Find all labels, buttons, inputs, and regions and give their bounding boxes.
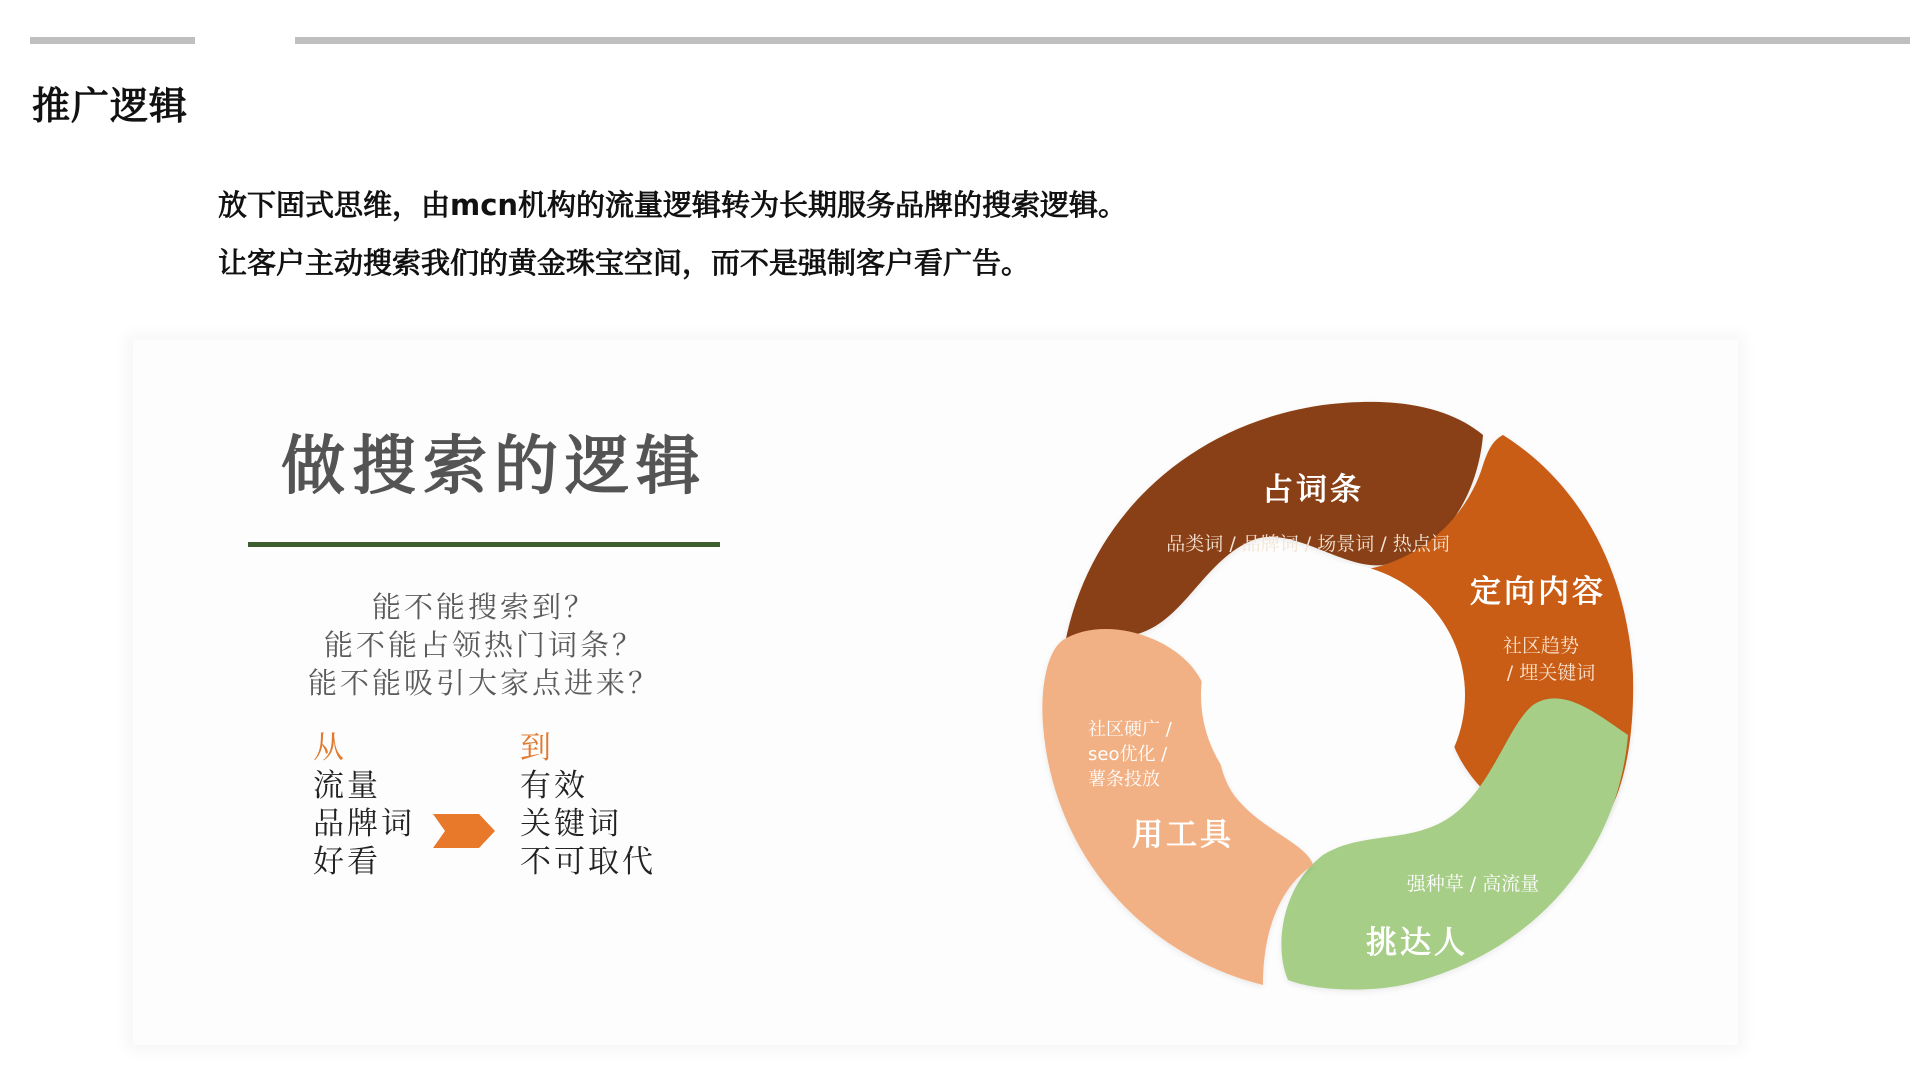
- segment-detail: 社区硬广 /: [1088, 719, 1172, 740]
- cycle-center: [1201, 563, 1465, 827]
- cycle-wheel: [1013, 375, 1653, 1015]
- to-item: 关键词: [520, 806, 622, 842]
- segment-detail: 强种草 / 高流量: [1406, 873, 1540, 895]
- segment-title: 挑达人: [1366, 925, 1468, 961]
- to-item: 不可取代: [520, 844, 656, 880]
- segment-title: 占词条: [1262, 472, 1364, 508]
- to-item: 有效: [520, 768, 588, 804]
- segment-detail: seo优化 /: [1088, 744, 1168, 765]
- figure-title-rule: [248, 542, 720, 547]
- to-heading: 到: [520, 730, 554, 766]
- from-item: 流量: [313, 768, 381, 804]
- question-line: 能不能占领热门词条？: [323, 628, 644, 662]
- header-rule-left: [30, 37, 195, 44]
- segment-detail: / 埋关键词: [1506, 662, 1596, 684]
- from-item: 好看: [313, 844, 381, 880]
- question-line: 能不能吸引大家点进来？: [307, 666, 660, 700]
- from-item: 品牌词: [313, 806, 415, 842]
- to-column: [520, 729, 656, 881]
- segment-title: 定向内容: [1470, 574, 1606, 610]
- segment-detail: 社区趋势: [1502, 635, 1580, 657]
- question-line: 能不能搜索到？: [371, 590, 596, 624]
- intro-line-1: 放下固式思维，由mcn机构的流量逻辑转为长期服务品牌的搜索逻辑。: [218, 188, 1128, 222]
- segment-title: 用工具: [1132, 817, 1234, 853]
- segment-detail: 薯条投放: [1088, 769, 1160, 790]
- header-rule-right: [295, 37, 1910, 44]
- from-column: [313, 729, 415, 881]
- segment-detail: 品类词 / 品牌词 / 场景词 / 热点词: [1166, 533, 1450, 555]
- from-heading: 从: [313, 730, 347, 766]
- chevron-right-icon: [433, 814, 495, 848]
- intro-line-2: 让客户主动搜索我们的黄金珠宝空间，而不是强制客户看广告。: [218, 246, 1031, 280]
- search-logic-figure: [133, 340, 1738, 1045]
- page-title: 推广逻辑: [32, 84, 189, 128]
- figure-title: 做搜索的逻辑: [281, 430, 707, 504]
